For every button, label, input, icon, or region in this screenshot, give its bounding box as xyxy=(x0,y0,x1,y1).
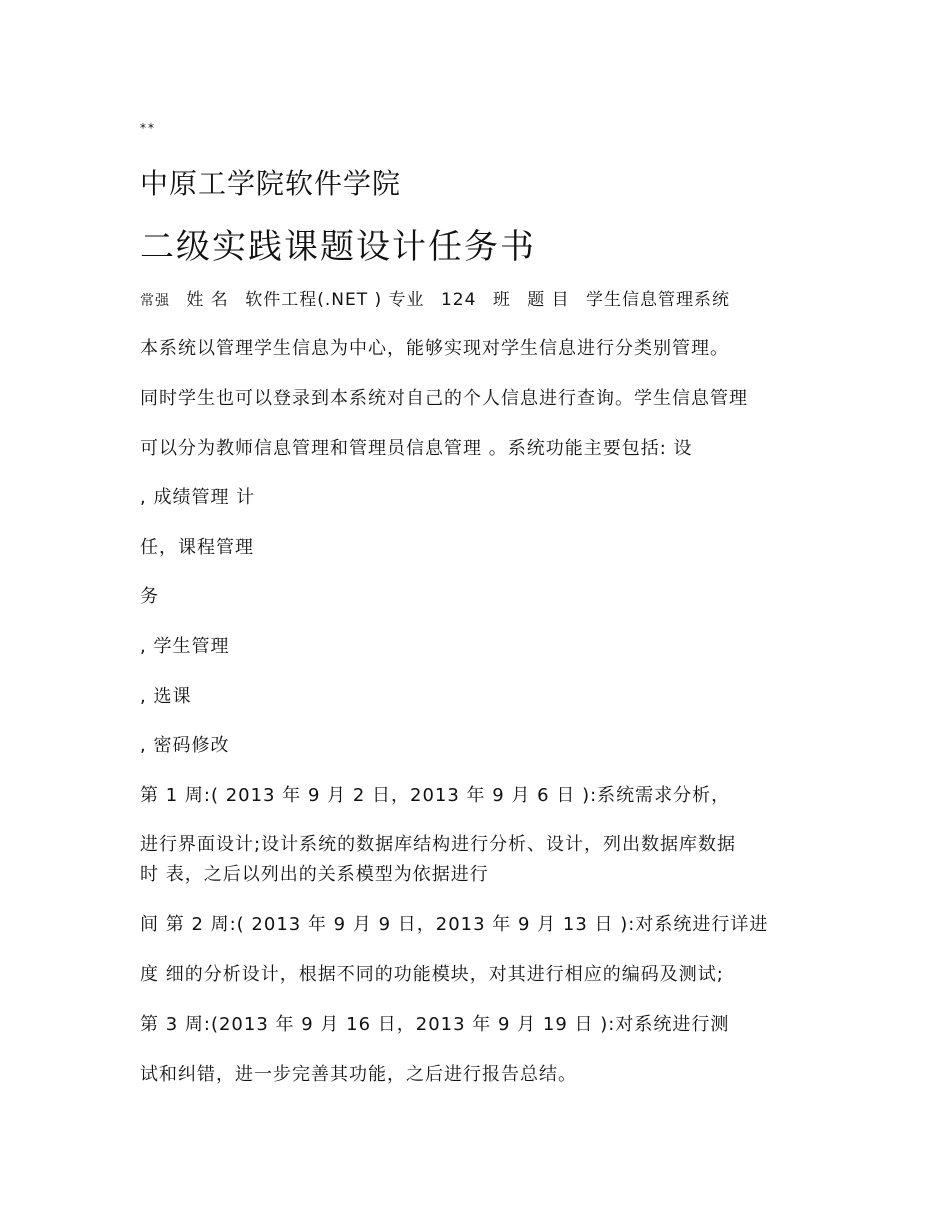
function-item: 任，课程管理 xyxy=(140,537,254,558)
function-item: 务 xyxy=(140,586,159,607)
function-item: , 成绩管理 计 xyxy=(140,487,256,508)
schedule-line: 进行界面设计;设计系统的数据库结构进行分析、设计，列出数据库数据 xyxy=(140,834,737,855)
schedule-line: 间 第 2 周:( 2013 年 9 月 9 日，2013 年 9 月 13 日 ):对系统进行详进 xyxy=(140,914,769,935)
info-line xyxy=(140,288,730,313)
major-label: 专业 xyxy=(388,290,425,310)
name-label: 姓 名 xyxy=(186,290,229,310)
function-item: , 密码修改 xyxy=(140,735,230,756)
body-line: 可以分为教师信息管理和管理员信息管理 。系统功能主要包括: 设 xyxy=(140,438,693,459)
schedule-line: 第 3 周:(2013 年 9 月 16 日，2013 年 9 月 19 日 ):对系统进行测 xyxy=(140,1014,730,1035)
class-value: 124 xyxy=(440,290,477,310)
schedule-line: 度 细的分析设计，根据不同的功能模块，对其进行相应的编码及测试; xyxy=(140,964,724,985)
function-item: , 选课 xyxy=(140,686,192,707)
student-name: 常强 xyxy=(140,293,170,309)
schedule-line: 试和纠错，进一步完善其功能，之后进行报告总结。 xyxy=(140,1064,577,1085)
body-line: 同时学生也可以登录到本系统对自己的个人信息进行查询。学生信息管理 xyxy=(140,388,748,409)
schedule-line: 第 1 周:( 2013 年 9 月 2 日，2013 年 9 月 6 日 ):系统需求分析， xyxy=(140,785,731,806)
major-value: 软件工程(.NET ) xyxy=(245,290,383,310)
schedule-line: 时 表，之后以列出的关系模型为依据进行 xyxy=(140,864,489,885)
document-title: 二级实践课题设计任务书 xyxy=(140,227,536,267)
body-line: 本系统以管理学生信息为中心，能够实现对学生信息进行分类别管理。 xyxy=(140,338,729,359)
topic-value: 学生信息管理系统 xyxy=(586,290,731,310)
header-stars: ** xyxy=(140,121,156,135)
school-name: 中原工学院软件学院 xyxy=(140,167,402,200)
class-label: 班 xyxy=(492,290,511,310)
topic-label: 题 目 xyxy=(527,290,570,310)
function-item: , 学生管理 xyxy=(140,636,230,657)
